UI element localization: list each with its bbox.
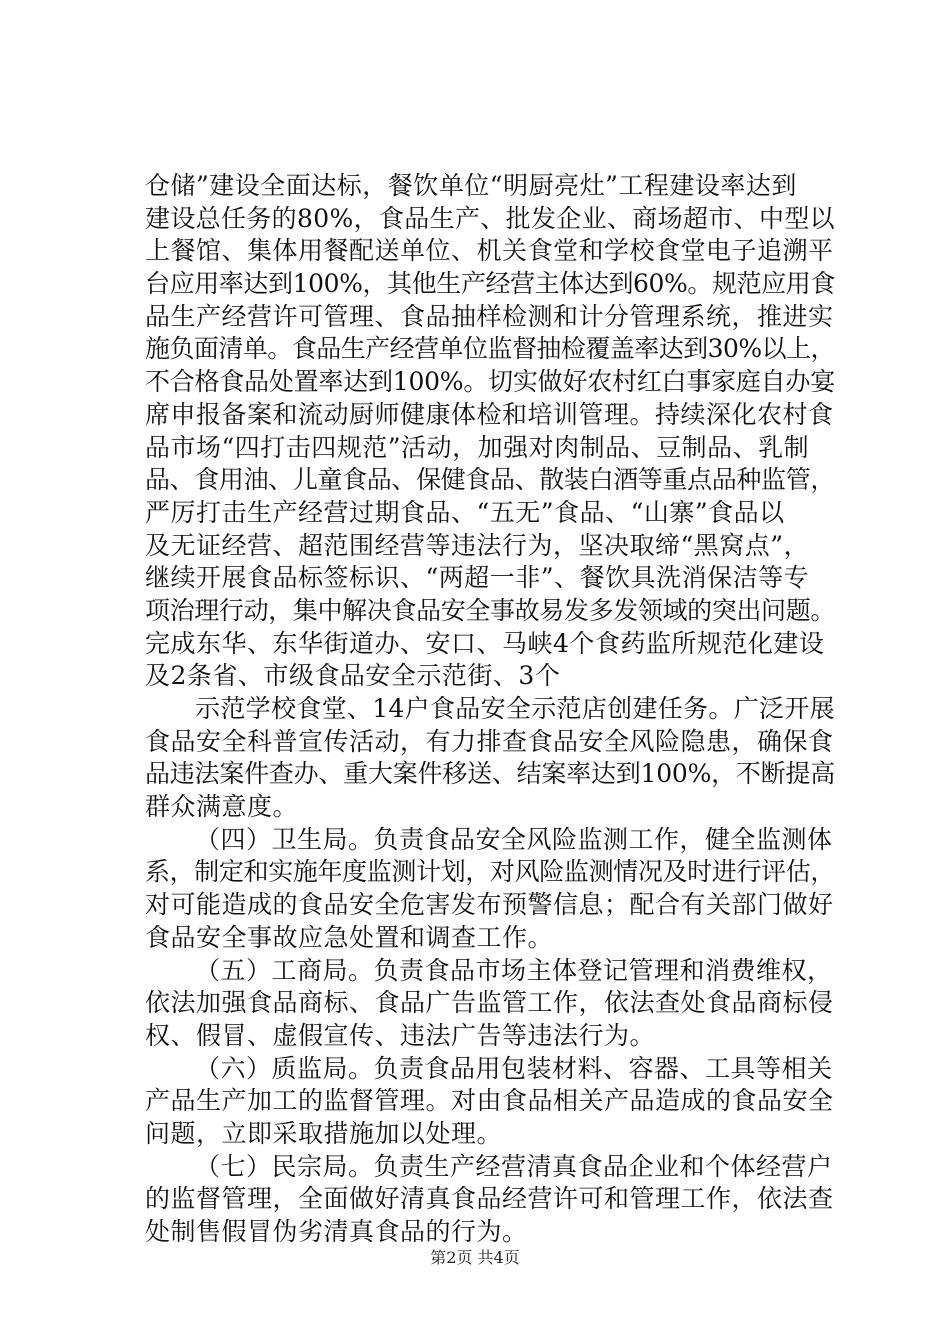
text-line: 系，制定和实施年度监测计划，对风险监测情况及时进行评估， xyxy=(145,857,835,887)
text-line: 权、假冒、虚假宣传、违法广告等违法行为。 xyxy=(145,1020,656,1050)
text-line: 产品生产加工的监督管理。对由食品相关产品造成的食品安全 xyxy=(145,1086,834,1116)
page-footer: 第2页 共4页 xyxy=(430,1248,520,1267)
text-line: 完成东华、东华街道办、安口、马峡4个食药监所规范化建设 xyxy=(145,628,825,658)
text-line: 对可能造成的食品安全危害发布预警信息；配合有关部门做好 xyxy=(145,890,834,920)
text-line: 处制售假冒伪劣清真食品的行为。 xyxy=(145,1217,528,1246)
text-line: （五）工商局。负责食品市场主体登记管理和消费维权， xyxy=(195,955,833,985)
text-line: 不合格食品处置率达到100%。切实做好农村红白事家庭自办宴 xyxy=(145,367,835,397)
text-line: 食品安全事故应急处置和调查工作。 xyxy=(145,922,554,952)
text-line: 施负面清单。食品生产经营单位监督抽检覆盖率达到30%以上， xyxy=(145,334,835,364)
text-line: 及无证经营、超范围经营等违法行为，坚决取缔“黑窝点”， xyxy=(145,530,810,560)
text-line: 品、食用油、儿童食品、保健食品、散装白酒等重点品种监管， xyxy=(145,465,835,495)
text-line: 的监督管理，全面做好清真食品经营许可和管理工作，依法查 xyxy=(145,1184,834,1214)
text-line: 台应用率达到100%，其他生产经营主体达到60%。规范应用食 xyxy=(145,269,835,299)
document-body xyxy=(145,170,835,1249)
text-line: （七）民宗局。负责生产经营清真食品企业和个体经营户 xyxy=(195,1151,833,1181)
text-line: 问题，立即采取措施加以处理。 xyxy=(145,1118,503,1148)
text-line: 品违法案件查办、重大案件移送、结案率达到100%，不断提高 xyxy=(145,759,835,789)
text-line: 席申报备案和流动厨师健康体检和培训管理。持续深化农村食 xyxy=(145,399,834,429)
text-line: （四）卫生局。负责食品安全风险监测工作，健全监测体 xyxy=(195,824,833,854)
text-line: 依法加强食品商标、食品广告监管工作，依法查处食品商标侵 xyxy=(145,988,834,1018)
text-line: 继续开展食品标签标识、“两超一非”、餐饮具洗消保洁等专 xyxy=(145,563,810,593)
text-line: 项治理行动，集中解决食品安全事故易发多发领域的突出问题。 xyxy=(145,595,835,625)
text-line: 品生产经营许可管理、食品抽样检测和计分管理系统，推进实 xyxy=(145,301,834,331)
text-line: 上餐馆、集体用餐配送单位、机关食堂和学校食堂电子追溯平 xyxy=(145,236,834,266)
text-line: 建设总任务的80%，食品生产、批发企业、商场超市、中型以 xyxy=(145,203,835,233)
text-line: 仓储”建设全面达标，餐饮单位“明厨亮灶”工程建设率达到 xyxy=(145,171,797,200)
text-line: 食品安全科普宣传活动，有力排查食品安全风险隐患，确保食 xyxy=(145,726,834,756)
text-line: 示范学校食堂、14户食品安全示范店创建任务。广泛开展 xyxy=(195,694,835,723)
text-line: （六）质监局。负责食品用包装材料、容器、工具等相关 xyxy=(195,1053,833,1083)
text-line: 严厉打击生产经营过期食品、“五无”食品、“山寨”食品以 xyxy=(145,497,785,527)
text-line: 品市场“四打击四规范”活动，加强对肉制品、豆制品、乳制 xyxy=(145,432,810,462)
text-line: 及2条省、市级食品安全示范街、3个 xyxy=(145,661,561,691)
text-line: 群众满意度。 xyxy=(145,792,299,822)
